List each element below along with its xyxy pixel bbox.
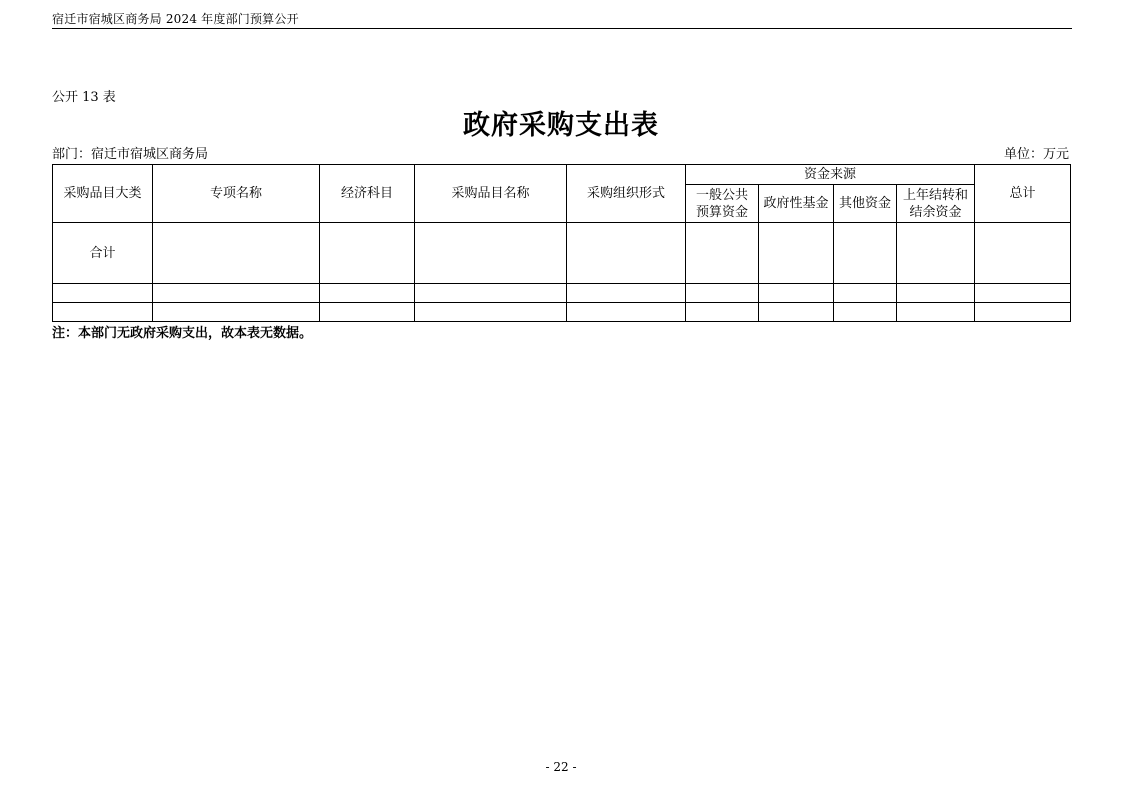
header-general-budget-line1: 一般公共 xyxy=(695,187,748,203)
header-item-name: 采购品目名称 xyxy=(415,165,567,223)
table-cell xyxy=(415,303,567,322)
procurement-table xyxy=(52,164,1071,322)
header-other-fund: 其他资金 xyxy=(834,185,897,223)
header-funding-source: 资金来源 xyxy=(686,165,975,185)
table-cell xyxy=(567,284,686,303)
table-cell xyxy=(975,303,1071,322)
table-cell xyxy=(153,303,320,322)
header-economic-subject: 经济科目 xyxy=(320,165,415,223)
department-label: 部门：宿迁市宿城区商务局 xyxy=(52,147,209,162)
header-project-name: 专项名称 xyxy=(153,165,320,223)
total-row-label: 合计 xyxy=(53,223,153,284)
table-cell xyxy=(834,223,897,284)
table-cell xyxy=(320,303,415,322)
table-cell xyxy=(415,223,567,284)
page-title: 政府采购支出表 xyxy=(463,110,659,141)
table-cell xyxy=(975,223,1071,284)
unit-label: 单位：万元 xyxy=(1003,147,1069,162)
header-carryover-line2: 结余资金 xyxy=(909,204,962,220)
table-cell xyxy=(153,284,320,303)
header-category: 采购品目大类 xyxy=(53,165,153,223)
header-government-fund: 政府性基金 xyxy=(759,185,834,223)
table-cell xyxy=(320,284,415,303)
table-cell xyxy=(834,303,897,322)
table-cell xyxy=(759,284,834,303)
table-cell xyxy=(686,284,759,303)
header-total: 总计 xyxy=(975,165,1071,223)
running-header: 宿迁市宿城区商务局 2024 年度部门预算公开 xyxy=(52,12,299,26)
header-general-budget xyxy=(686,185,759,223)
table-cell xyxy=(759,303,834,322)
table-cell xyxy=(975,284,1071,303)
table-row xyxy=(53,284,1071,303)
footnote: 注：本部门无政府采购支出，故本表无数据。 xyxy=(52,326,313,341)
table-cell xyxy=(686,223,759,284)
table-number: 公开 13 表 xyxy=(52,90,116,105)
header-general-budget-line2: 预算资金 xyxy=(695,204,748,220)
header-rule xyxy=(52,28,1072,29)
header-organization-form: 采购组织形式 xyxy=(567,165,686,223)
table-cell xyxy=(686,303,759,322)
table-cell xyxy=(53,284,153,303)
header-carryover-fund xyxy=(897,185,975,223)
table-cell xyxy=(320,223,415,284)
table-cell xyxy=(897,303,975,322)
table-cell xyxy=(567,303,686,322)
table-row xyxy=(53,303,1071,322)
table-cell xyxy=(897,284,975,303)
table-cell xyxy=(567,223,686,284)
table-cell xyxy=(415,284,567,303)
table-cell xyxy=(897,223,975,284)
table-row-total xyxy=(53,223,1071,284)
table-cell xyxy=(53,303,153,322)
table-cell xyxy=(834,284,897,303)
table-cell xyxy=(759,223,834,284)
table-cell xyxy=(153,223,320,284)
header-carryover-line1: 上年结转和 xyxy=(903,187,969,203)
page-number: - 22 - xyxy=(545,760,577,774)
